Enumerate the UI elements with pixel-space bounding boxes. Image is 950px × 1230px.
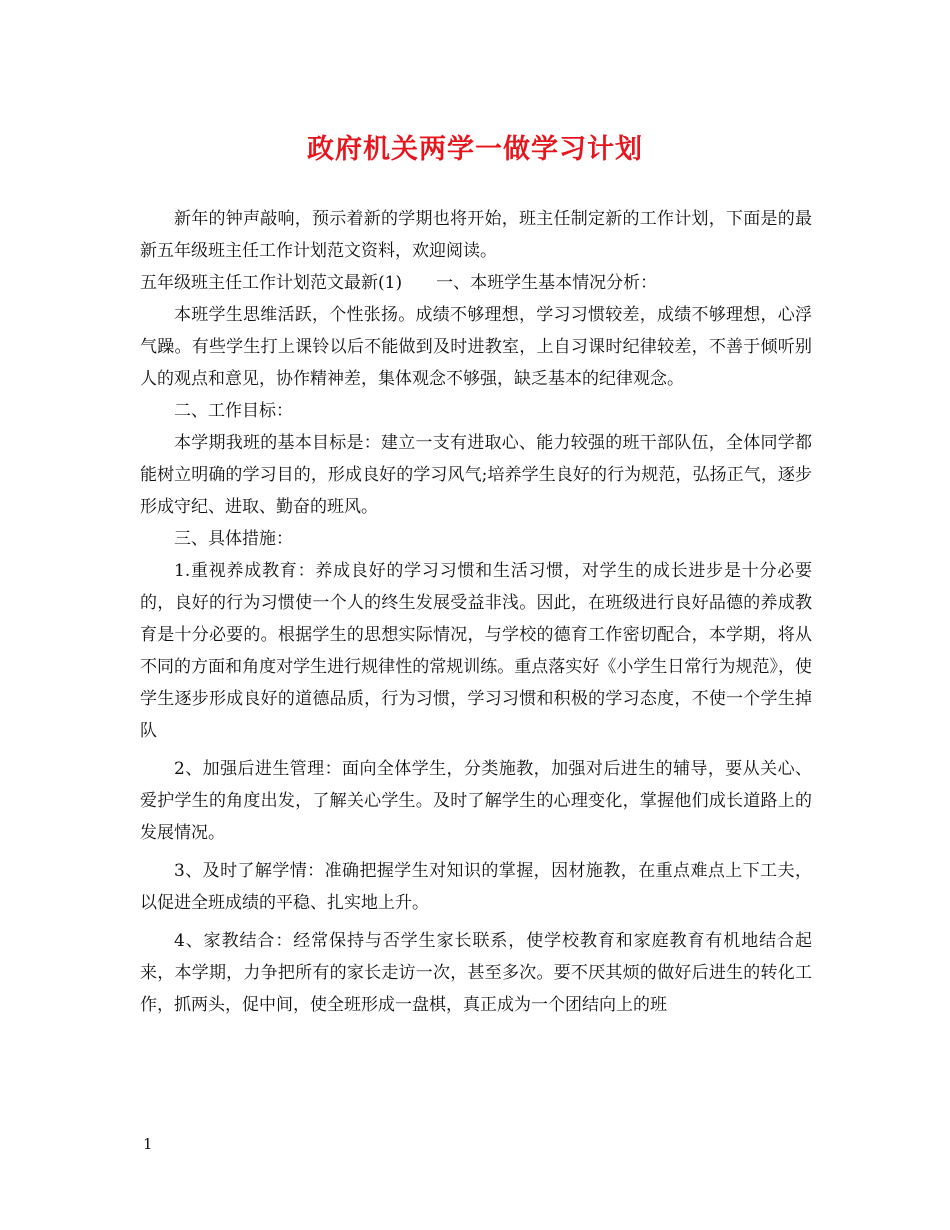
measure-3-paragraph: 3、及时了解学情：准确把握学生对知识的掌握，因材施教，在重点难点上下工夫，以促进全班成绩的平稳、扎实地上升。: [140, 861, 812, 913]
class-analysis-paragraph: 本班学生思维活跃，个性张扬。成绩不够理想，学习习惯较差，成绩不够理想，心浮气躁。有些学生打上课铃以后不能做到及时进教室，上自习课时纪律较差，不善于倾听别人的观点和意见，协作精神差，集体观念不够强，缺乏基本的纪律观念。: [140, 305, 812, 389]
intro-paragraph: 新年的钟声敲响，预示着新的学期也将开始，班主任制定新的工作计划，下面是的最新五年级班主任工作计划范文资料，欢迎阅读。: [140, 209, 812, 261]
measure-2-paragraph: 2、加强后进生管理：面向全体学生，分类施教，加强对后进生的辅导，要从关心、爱护学生的角度出发，了解关心学生。及时了解学生的心理变化，掌握他们成长道路上的发展情况。: [140, 759, 812, 843]
measure-1-paragraph: 1.重视养成教育：养成良好的学习习惯和生活习惯，对学生的成长进步是十分必要的，良好的行为习惯使一个人的终生发展受益非浅。因此，在班级进行良好品德的养成教育是十分必要的。根据学生的思想实际情况，与学校的德育工作密切配合，本学期，将从不同的方面和角度对学生进行规律性的常规训练。重点落实好《小学生日常行为规范》，使学生逐步形成良好的道德品质，行为习惯，学习习惯和积极的学习态度，不使一个学生掉队: [140, 561, 812, 741]
goals-heading: 二、工作目标：: [174, 401, 293, 421]
measures-heading: 三、具体措施：: [174, 529, 293, 549]
document-title: 政府机关两学一做学习计划: [307, 134, 643, 165]
page-number: 1: [143, 1135, 153, 1153]
measure-4-paragraph: 4、家教结合：经常保持与否学生家长联系，使学校教育和家庭教育有机地结合起来，本学期，力争把所有的家长走访一次，甚至多次。要不厌其烦的做好后进生的转化工作，抓两头，促中间，使全班形成一盘棋，真正成为一个团结向上的班: [140, 931, 812, 1015]
goals-paragraph: 本学期我班的基本目标是：建立一支有进取心、能力较强的班干部队伍，全体同学都能树立明确的学习目的，形成良好的学习风气;培养学生良好的行为规范，弘扬正气，逐步形成守纪、进取、勤奋的班风。: [140, 433, 812, 517]
document-body: [140, 203, 812, 1021]
section-heading-line: 五年级班主任工作计划范文最新(1) 一、本班学生基本情况分析：: [140, 273, 658, 293]
